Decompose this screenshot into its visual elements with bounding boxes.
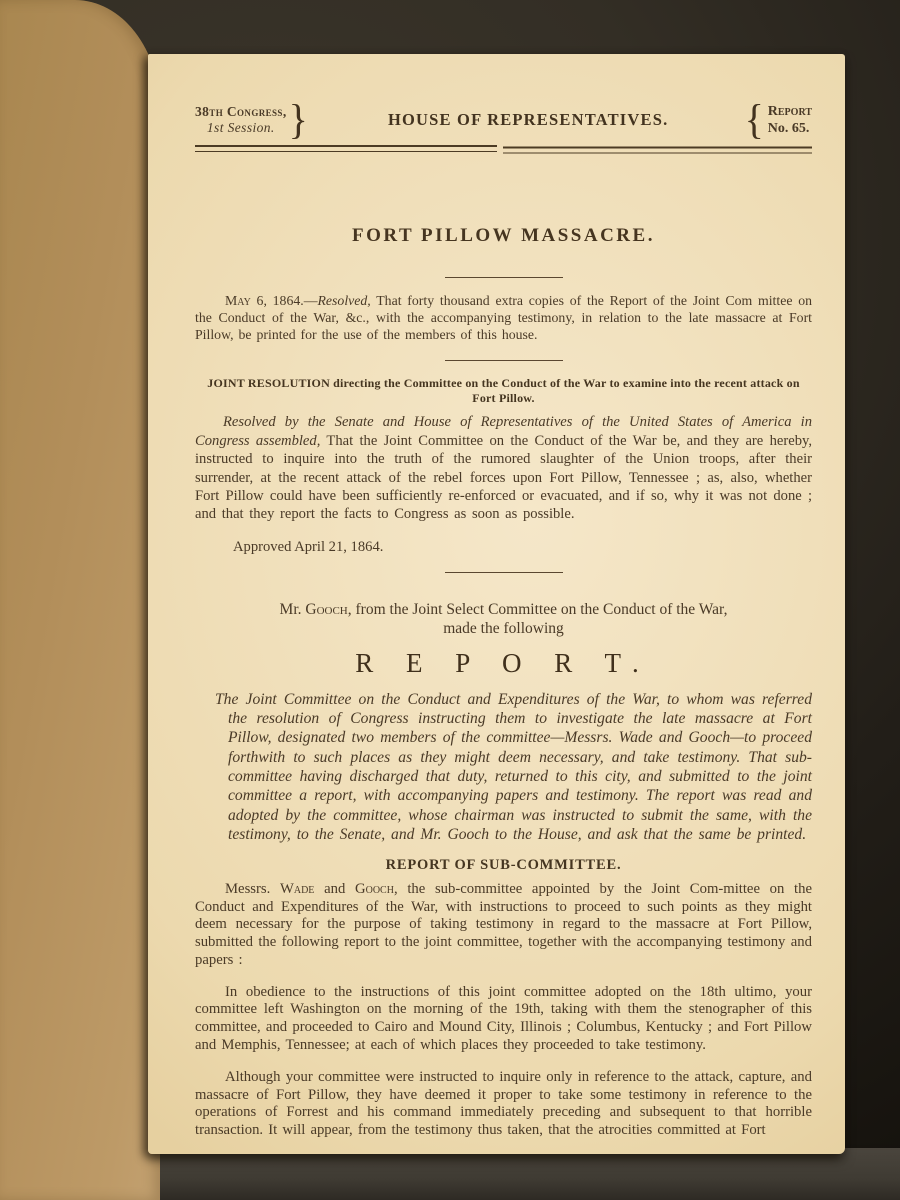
masthead-double-rule: [195, 145, 812, 152]
sub-report-paragraph-3: Although your committee were instructed to inquire only in reference to the attack, capture, and massacre of Fort Pillow, they have deemed it proper to take some testimony in reference to the operations of Forrest and his command immediately preceding and subsequent to that horrible transaction. It will appear, from the testimony thus taken, that the atrocities committed at Fort: [195, 1068, 812, 1138]
book-page-edges: [0, 0, 160, 1200]
sub-committee-heading: REPORT OF SUB-COMMITTEE.: [385, 857, 622, 874]
printing-order-paragraph: [195, 293, 812, 343]
rule-segment: [195, 145, 497, 152]
para1-and: and: [314, 881, 355, 898]
report-number-block: [768, 103, 812, 137]
report-summary-paragraph: The Joint Committee on the Conduct and Expenditures of the War, to whom was referred the resolution of Congress instructing them to investigate the late massacre at Fort Pillow, designated two members of the committee—Messrs. Wade and Gooch—to proceed forthwith to such places as they might deem necessary, and take testimony. That sub-committee having discharged that duty, returned to this city, and submitted to the joint committee a report, with accompanying papers and testimony. The report was read and adopted by the committee, whose chairman was instructed to submit the same, with the testimony, to the Senate, and Mr. Gooch to the House, and ask that the same be printed.: [215, 690, 812, 843]
submission-prefix: Mr.: [279, 600, 306, 618]
joint-resolution-paragraph: [195, 413, 812, 523]
submission-line1: [195, 600, 812, 620]
chamber-title: HOUSE OF REPRESENTATIVES.: [387, 110, 669, 129]
order-date: May 6, 1864.—: [225, 293, 318, 308]
separator-rule: [445, 572, 563, 573]
joint-resolution-heading: JOINT RESOLUTION directing the Committee on the Conduct of the War to examine into the recent attack on Fort Pillow.: [207, 376, 800, 405]
approved-line: Approved April 21, 1864.: [233, 539, 384, 556]
report-number: No. 65.: [767, 121, 810, 136]
submission-statement: [195, 600, 812, 639]
para1-body: , the sub-committee appointed by the Joint Com-mittee on the Conduct and Expenditures of the War, with instructions to proceed to such points as they might deem necessary for the purpose of taking testimony in regard to the massacre at Fort Pillow, submitted the following report to the joint committee, together with the accompanying testimony and papers :: [195, 881, 812, 968]
separator-rule: [445, 277, 563, 278]
submitter-name: Gooch: [305, 600, 348, 618]
order-body: That forty thousand extra copies of the Report of the Joint Com mittee on the Conduct of the War, &c., with the accompanying testimony, in relation to the late massacre at Fort Pillow, be printed for the use of the members of this house.: [195, 293, 812, 342]
para1-prefix: Messrs.: [225, 881, 280, 898]
right-brace-glyph: {: [744, 95, 764, 144]
order-resolved: Resolved,: [317, 293, 371, 308]
page-content: [148, 54, 845, 1139]
resolution-body: That the Joint Committee on the Conduct of the War be, and they are hereby, instructed to inquire into the truth of the rumored slaughter of the Union troops, after their surrender, at the recent attack of the rebel forces upon Fort Pillow, Tennessee ; as, also, whether Fort Pillow could have been sufficiently re-enforced or evacuated, and if so, why it was not done ; and that they report the facts to Congress as soon as possible.: [195, 432, 812, 523]
report-heading: R E P O R T.: [355, 647, 652, 678]
sub-report-paragraph-2: In obedience to the instructions of this joint committee adopted on the 18th ultimo, your committee left Washington on the morning of the 19th, taking with them the stenographer of this committee, and proceeded to Cairo and Mound City, Illinois ; Columbus, Kentucky ; and Fort Pillow and Memphis, Tennessee; at each of which places they proceeded to take testimony.: [195, 983, 812, 1053]
separator-rule: [445, 360, 563, 361]
session-line: 1st Session.: [206, 120, 275, 135]
report-label: Report: [767, 104, 812, 119]
congress-line: 38th Congress,: [195, 104, 287, 119]
submission-line2: made the following: [443, 620, 564, 638]
sub-report-paragraph-1: [195, 881, 812, 969]
congress-session-block: [195, 104, 287, 136]
masthead: [195, 95, 812, 144]
resolved-clause: Resolved by the Senate and House of Representatives of the United States of America in Congress assembled,: [195, 414, 812, 449]
left-brace-glyph: }: [288, 95, 308, 144]
leather-cover-band: [60, 1148, 900, 1200]
name-gooch: Gooch: [355, 881, 394, 898]
name-wade: Wade: [279, 881, 315, 898]
rule-segment: [503, 147, 812, 154]
submission-rest: , from the Joint Select Committee on the Conduct of the War,: [347, 600, 728, 618]
document-page: [148, 54, 845, 1154]
document-title: FORT PILLOW MASSACRE.: [352, 225, 655, 246]
